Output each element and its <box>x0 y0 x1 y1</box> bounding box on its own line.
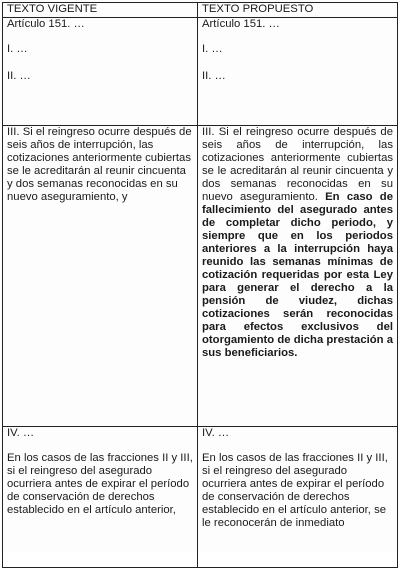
fraction-iii-added-bold: En caso de fallecimiento del asegurado antes de completar dicho periodo, y siempre que en los periodos anteriores a la interrupción haya reunido las semanas mínimas de cotización requeridas por esta Ley para generar el derecho a la pensión de viudez, dichas cotizaciones serán reconocidas para efectos exclusivos del otorgamiento de dicha prestación a sus beneficiarios. <box>202 191 393 359</box>
proposed-fraction-iv-cell <box>198 427 398 568</box>
current-article-cell <box>3 18 198 126</box>
header-current-text: TEXTO VIGENTE <box>3 3 198 18</box>
fraction-ii: II. … <box>7 70 31 82</box>
fraction-ii: II. … <box>202 70 226 82</box>
fraction-iii-proposed-text <box>202 126 393 360</box>
closing-paragraph: En los casos de las fracciones II y III, si el reingreso del asegurado ocurriera antes de expirar el período de conservación de derechos establecido en el artículo anterior, se le reconocerán de inmediato <box>202 452 388 529</box>
comparison-table <box>2 2 398 568</box>
closing-paragraph: En los casos de las fracciones II y III, si el reingreso del asegurado ocurriera antes de expirar el período de conservación de derechos establecido en el artículo anterior, <box>7 452 193 516</box>
article-heading: Artículo 151. … <box>202 18 280 30</box>
table-row <box>3 427 398 568</box>
fraction-iv: IV. … <box>7 427 35 439</box>
fraction-iii-text: III. Si el reingreso ocurre después de seis años de interrupción, las cotizaciones anteriormente cubiertas se le acreditarán al reunir cincuenta y dos semanas reconocidas en su nuevo aseguramiento, y <box>7 126 192 203</box>
current-fraction-iii-cell <box>3 126 198 427</box>
proposed-fraction-iii-cell <box>198 126 398 427</box>
proposed-article-cell <box>198 18 398 126</box>
table-row <box>3 18 398 126</box>
fraction-iv: IV. … <box>202 427 230 439</box>
fraction-i: I. … <box>7 43 28 55</box>
header-row <box>3 3 398 18</box>
article-heading: Artículo 151. … <box>7 18 85 30</box>
fraction-i: I. … <box>202 43 223 55</box>
fraction-iii-plain: III. Si el reingreso ocurre después de seis años de interrupción, las cotizaciones anteriormente cubiertas se le acreditarán al reunir cincuenta y dos semanas reconocidas en su nuevo aseguramiento. <box>202 126 393 203</box>
current-fraction-iv-cell <box>3 427 198 568</box>
table-row <box>3 126 398 427</box>
header-proposed-text: TEXTO PROPUESTO <box>198 3 398 18</box>
